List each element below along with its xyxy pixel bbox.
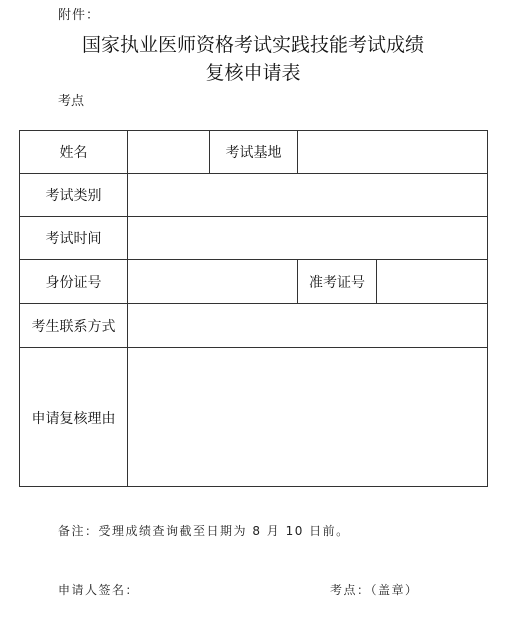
reason-field[interactable]	[128, 348, 487, 487]
contact-label: 考生联系方式	[31, 318, 116, 335]
exam-base-label: 考试基地	[225, 145, 282, 161]
exam-category-label: 考试类别	[45, 188, 102, 204]
exam-base-field[interactable]	[298, 131, 487, 173]
id-number-field[interactable]	[128, 260, 297, 303]
application-form-table	[19, 130, 488, 487]
site-seal-label: 考点：（盖章）	[330, 583, 419, 597]
contact-field[interactable]	[128, 304, 487, 347]
reason-label: 申请复核理由	[31, 410, 116, 427]
name-label: 姓名	[59, 145, 88, 161]
applicant-signature-label: 申请人签名：	[58, 583, 140, 597]
form-title: 国家执业医师资格考试实践技能考试成绩	[81, 34, 424, 56]
attachment-label: 附件：	[58, 8, 101, 23]
note-text: 备注：受理成绩查询截至日期为 8 月 10 日前。	[58, 524, 350, 538]
exam-time-field[interactable]	[128, 217, 487, 259]
name-field[interactable]	[128, 131, 209, 173]
form-subtitle: 复核申请表	[205, 62, 301, 84]
admission-ticket-field[interactable]	[377, 260, 487, 303]
admission-ticket-label: 准考证号	[309, 274, 365, 291]
exam-time-label: 考试时间	[45, 231, 102, 247]
id-number-label: 身份证号	[45, 274, 102, 291]
exam-site-label: 考点	[58, 94, 85, 109]
exam-category-field[interactable]	[128, 174, 487, 216]
